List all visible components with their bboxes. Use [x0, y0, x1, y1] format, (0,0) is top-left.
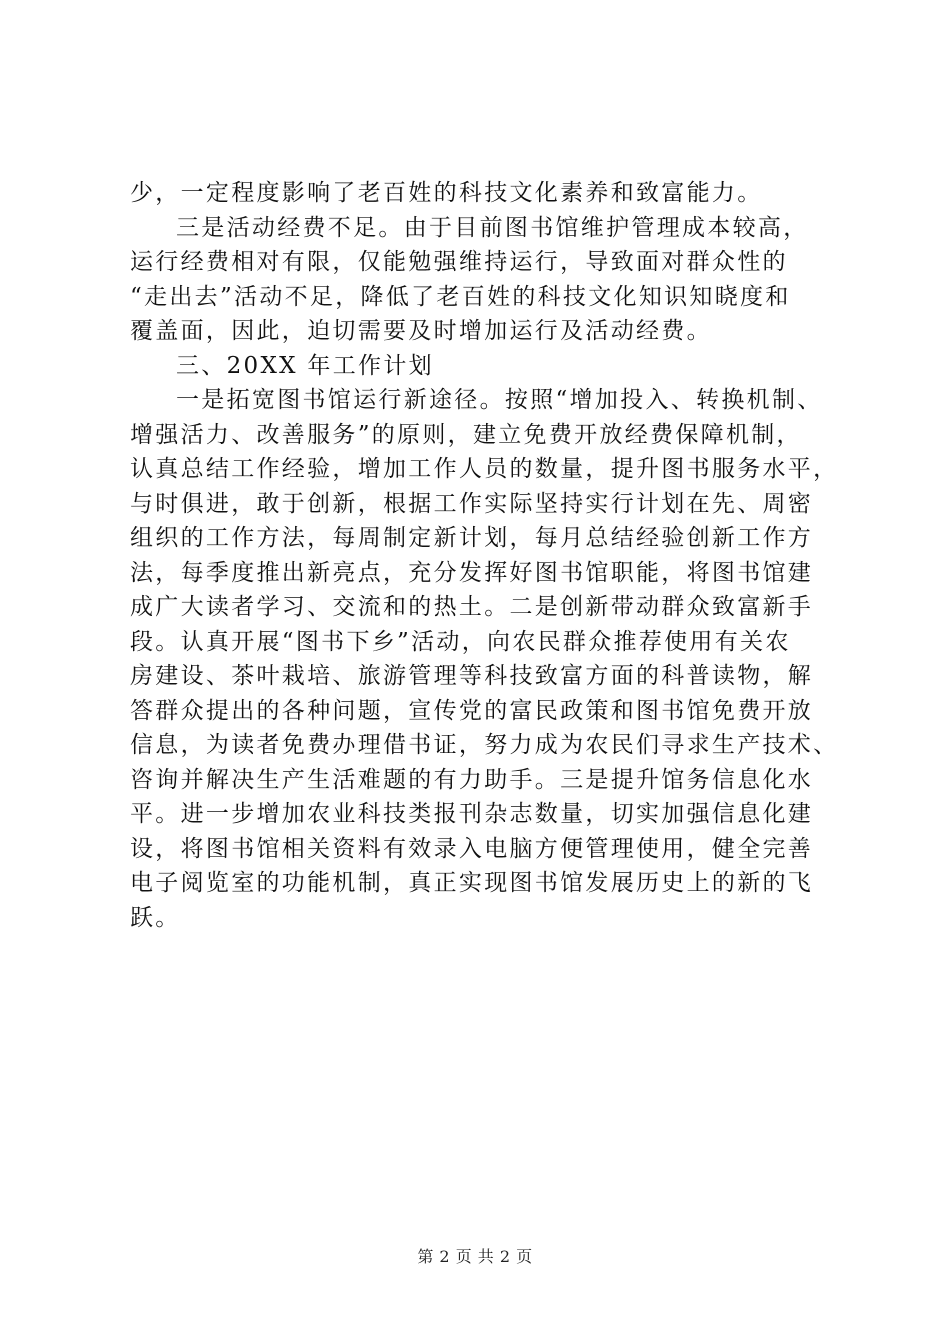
- text-line: 覆盖面，因此，迫切需要及时增加运行及活动经费。: [130, 318, 712, 344]
- text-line: 电子阅览室的功能机制，真正实现图书馆发展历史上的新的飞: [130, 870, 814, 896]
- section-heading: 三、20XX 年工作计划: [176, 352, 434, 379]
- text-line: 房建设、茶叶栽培、旅游管理等科技致富方面的科普读物，解: [130, 663, 814, 689]
- text-line: 咨询并解决生产生活难题的有力助手。三是提升馆务信息化水: [130, 766, 814, 793]
- text-line: 增强活力、改善服务”的原则，建立免费开放经费保障机制，: [130, 421, 802, 448]
- text-line: 法，每季度推出新亮点，充分发挥好图书馆职能，将图书馆建: [130, 559, 814, 586]
- text-line: 答群众提出的各种问题，宣传党的富民政策和图书馆免费开放: [130, 697, 814, 724]
- text-line: 平。进一步增加农业科技类报刊杂志数量，切实加强信息化建: [130, 801, 814, 827]
- text-line: 与时俱进，敢于创新，根据工作实际坚持实行计划在先、周密: [130, 490, 814, 517]
- text-line: “走出去”活动不足，降低了老百姓的科技文化知识知晓度和: [130, 283, 791, 310]
- document-body: [130, 176, 839, 935]
- text-line: 信息，为读者免费办理借书证，努力成为农民们寻求生产技术、: [130, 732, 839, 758]
- text-line: 设，将图书馆相关资料有效录入电脑方便管理使用，健全完善: [130, 835, 814, 862]
- text-line: 段。认真开展“图书下乡”活动，向农民群众推荐使用有关农: [130, 628, 791, 655]
- text-line: 认真总结工作经验，增加工作人员的数量，提升图书服务水平，: [130, 456, 839, 482]
- text-line: 三是活动经费不足。由于目前图书馆维护管理成本较高，: [176, 214, 809, 241]
- text-line: 组织的工作方法，每周制定新计划，每月总结经验创新工作方: [130, 525, 814, 551]
- page-number-label: 第 2 页 共 2 页: [417, 1247, 533, 1266]
- text-line: 成广大读者学习、交流和的热土。二是创新带动群众致富新手: [130, 594, 814, 620]
- page-footer: [0, 1244, 950, 1267]
- text-line: 一是拓宽图书馆运行新途径。按照“增加投入、转换机制、: [176, 387, 823, 413]
- text-line: 运行经费相对有限，仅能勉强维持运行，导致面对群众性的: [130, 249, 788, 275]
- text-line: 跃。: [130, 904, 181, 931]
- text-line: 少，一定程度影响了老百姓的科技文化素养和致富能力。: [130, 180, 763, 206]
